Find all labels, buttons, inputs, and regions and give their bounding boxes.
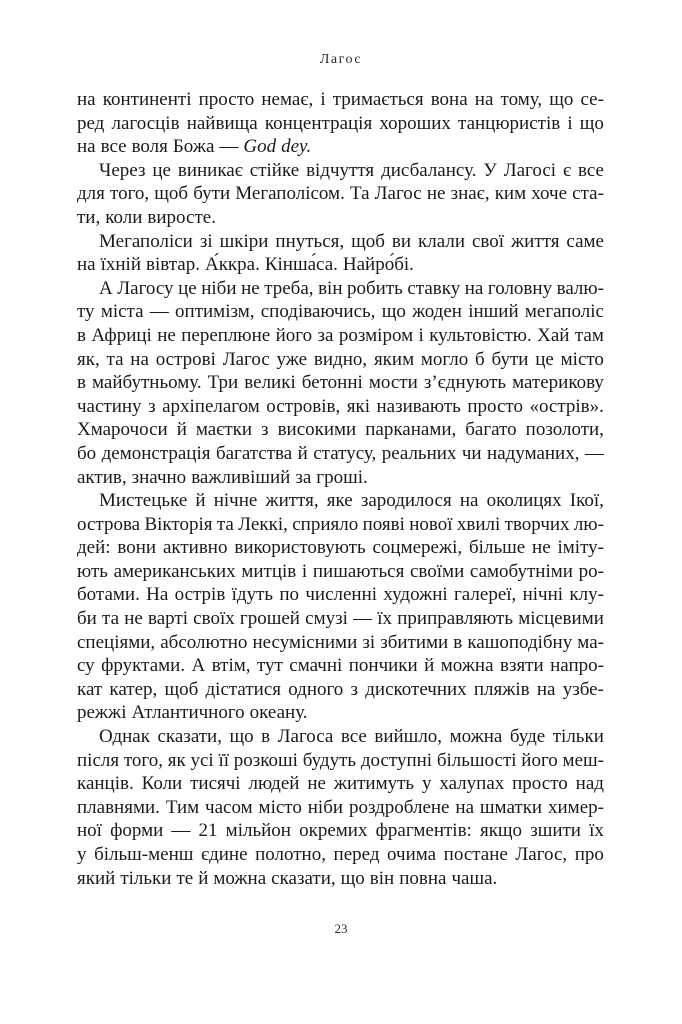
text-line: дей: вони активно використовують соцмережі, більше не іміту- [77, 537, 604, 559]
text-line: Через це виникає стійке відчуття дисбалансу. У Лагосі є все [99, 159, 604, 181]
text-line: ної форми — 21 мільйон окремих фрагментів: якщо зшити їх [77, 820, 604, 842]
text-line: канців. Коли тисячі людей не житимуть у халупах просто над [77, 773, 604, 795]
text-line: кат катер, щоб дістатися одного з дискотечних пляжів на узбе- [77, 678, 604, 700]
text-line: Мистецьке й нічне життя, яке зародилося на околицях Ікої, [99, 490, 604, 512]
running-header: Лагос [319, 52, 363, 67]
text-line: після того, як усі її розкоші будуть доступні більшості його меш- [77, 749, 604, 771]
text-line: Мегаполіси зі шкіри пнуться, щоб ви клали свої життя саме [99, 230, 604, 252]
text-line: спеціями, абсолютно несумісними зі збитими в кашоподібну ма- [77, 631, 604, 653]
text-line: частину з архіпелагом островів, які називають просто «острів». [77, 395, 604, 417]
text-line: ботами. На острів їдуть по численні художні галереї, нічні клу- [77, 584, 604, 606]
text-line: А Лагосу це ніби не треба, він робить ставку на головну валю- [99, 277, 604, 299]
text-line: ред лагосців найвища концентрація хороших танцюристів і що [77, 112, 604, 134]
text-line: ти, коли виросте. [77, 206, 216, 228]
text-line: актив, значно важливіший за гроші. [77, 466, 368, 488]
text-line: на їхній вівтар. А́ккра. Кінша́са. Найро́бі. [77, 254, 414, 276]
text-line: би та не варті своїх грошей смузі — їх приправляють місцевими [77, 608, 604, 630]
text-line: су фруктами. А втім, тут смачні пончики й можна взяти напро- [77, 655, 604, 677]
text-line: плавнями. Тим часом місто ніби роздроблене на шматки химер- [77, 796, 604, 818]
text-line: острова Вікторія та Леккі, сприяло появі нової хвилі творчих лю- [77, 513, 604, 535]
text-line: Однак сказати, що в Лагоса все вийшло, можна буде тільки [99, 726, 604, 748]
text-line: бо демонстрація багатства й статусу, реальних чи надуманих, — [77, 442, 604, 464]
text-line: який тільки те й можна сказати, що він повна чаша. [77, 867, 498, 889]
text-line: на все воля Божа — God dey. [77, 136, 312, 158]
text-line: режжі Атлантичного океану. [77, 702, 308, 724]
body-text [77, 88, 604, 890]
text-line: ту міста — оптимізм, сподіваючись, що жоден інший мегаполіс [77, 301, 604, 323]
text-line: в Африці не переплюне його за розміром і культовістю. Хай там [77, 324, 604, 346]
text-line: на континенті просто немає, і тримається вона на тому, що се- [77, 89, 604, 110]
text-line: для того, щоб бути Мегаполісом. Та Лагос не знає, ким хоче ста- [77, 183, 604, 205]
text-line: ють американських митців і пишаються своїми самобутніми ро- [77, 560, 604, 582]
text-line: Хмарочоси й маєтки з високими парканами, багато позолоти, [77, 419, 604, 441]
page-number: 23 [334, 921, 348, 936]
text-line: як, та на острові Лагос уже видно, яким могло б бути це місто [77, 348, 604, 370]
text-line: в майбутньому. Три великі бетонні мости з’єднують материкову [77, 372, 604, 394]
text-line: у більш-менш єдине полотно, перед очима постане Лагос, про [77, 844, 604, 865]
